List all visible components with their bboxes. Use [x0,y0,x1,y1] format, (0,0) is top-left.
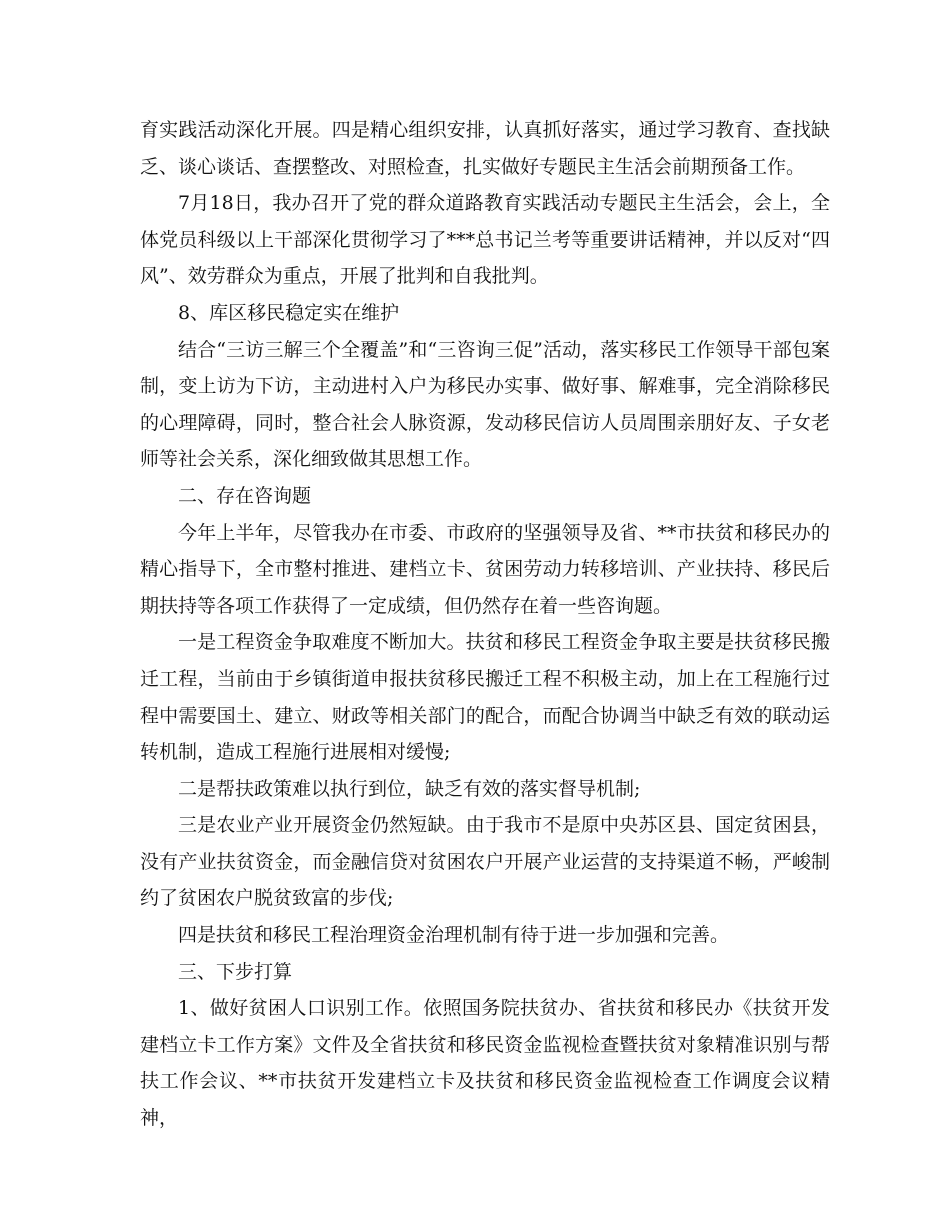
document-page [140,112,830,1137]
paragraph-problem-two: 二是帮扶政策难以执行到位，缺乏有效的落实督导机制; [178,777,641,800]
paragraph-meeting: 7月18日，我办召开了党的群众道路教育实践活动专题民主生活会，会上，全体党员科级以上干部深化贯彻学习了***总书记兰考等重要讲话精神，并以反对“四风”、效劳群众为重点，开展了批判和自我批判。 [140,192,830,288]
paragraph-problems-intro: 今年上半年，尽管我办在市委、市政府的坚强领导及省、**市扶贫和移民办的精心指导下，全市整村推进、建档立卡、贫困劳动力转移培训、产业扶持、移民后期扶持等各项工作获得了一定成绩，但仍然存在着一些咨询题。 [140,521,830,617]
paragraph-resettlement: 结合“三访三解三个全覆盖”和“三咨询三促”活动，落实移民工作领导干部包案制，变上访为下访，主动进村入户为移民办实事、做好事、解难事，完全消除移民的心理障碍，同时，整合社会人脉资源，发动移民信访人员周围亲朋好友、子女老师等社会关系，深化细致做其思想工作。 [140,338,830,471]
paragraph-problem-four: 四是扶贫和移民工程治理资金治理机制有待于进一步加强和完善。 [178,924,730,947]
paragraph-next-step-one: 1、做好贫困人口识别工作。依照国务院扶贫办、省扶贫和移民办《扶贫开发建档立卡工作方案》文件及全省扶贫和移民资金监视检查暨扶贫对象精准识别与帮扶工作会议、**市扶贫开发建档立卡及扶贫和移民资金监视检查工作调度会议精神， [140,997,830,1130]
paragraph-problem-three: 三是农业产业开展资金仍然短缺。由于我市不是原中央苏区县、国定贫困县，没有产业扶贫资金，而金融信贷对贫困农户开展产业运营的支持渠道不畅，严峻制约了贫困农户脱贫致富的步伐; [140,814,830,910]
paragraph-problem-one: 一是工程资金争取难度不断加大。扶贫和移民工程资金争取主要是扶贫移民搬迁工程，当前由于乡镇街道申报扶贫移民搬迁工程不积极主动，加上在工程施行过程中需要国土、建立、财政等相关部门的配合，而配合协调当中缺乏有效的联动运转机制，造成工程施行进展相对缓慢; [140,631,830,764]
section-heading-next-steps: 三、下步打算 [178,960,293,983]
section-heading-problems: 二、存在咨询题 [178,484,312,507]
section-heading-resettlement: 8、库区移民稳定实在维护 [178,301,400,324]
paragraph-continuation: 育实践活动深化开展。四是精心组织安排，认真抓好落实，通过学习教育、查找缺乏、谈心谈话、查摆整改、对照检查，扎实做好专题民主生活会前期预备工作。 [140,119,830,178]
